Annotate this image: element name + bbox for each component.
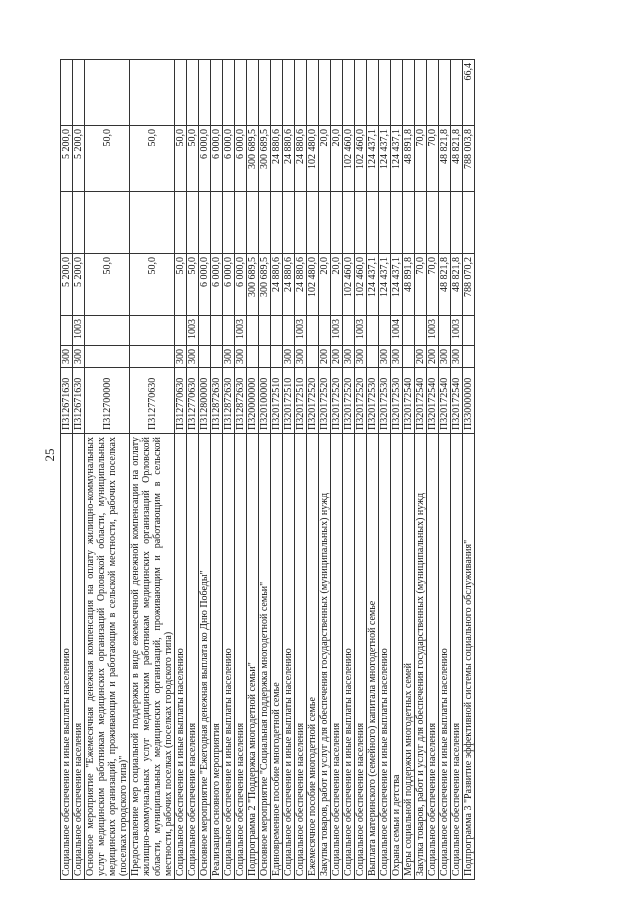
- row-expense-type-cell: [85, 346, 130, 368]
- row-code-cell: П320172520: [355, 368, 367, 434]
- row-code-cell: П320172530: [367, 368, 379, 434]
- row-amount-other-cell: [211, 60, 223, 126]
- row-amount-extra-cell: [439, 192, 451, 254]
- row-code-cell: П312770630: [130, 368, 175, 434]
- row-amount-other-cell: [307, 60, 319, 126]
- row-amount-extra-cell: [199, 192, 211, 254]
- row-name-cell: Социальное обеспечение и иные выплаты населению: [175, 434, 187, 880]
- row-amount-total-cell: 70,0: [427, 254, 439, 316]
- table-row: [283, 60, 295, 880]
- row-code-cell: П320172510: [295, 368, 307, 434]
- row-amount-total-cell: 24 880,6: [295, 254, 307, 316]
- row-amount-total-cell: 5 200,0: [73, 254, 85, 316]
- row-amount-main-cell: 70,0: [415, 126, 427, 192]
- row-code-cell: П320172540: [415, 368, 427, 434]
- row-code-cell: П312700000: [85, 368, 130, 434]
- table-row: [61, 60, 73, 880]
- row-expense-type-cell: [259, 346, 271, 368]
- row-amount-total-cell: 50,0: [130, 254, 175, 316]
- table-row: [130, 60, 175, 880]
- row-amount-extra-cell: [307, 192, 319, 254]
- row-expense-type-cell: [247, 346, 259, 368]
- row-amount-main-cell: 124 437,1: [391, 126, 403, 192]
- row-name-cell: Выплата материнского (семейного) капитала многодетной семье: [367, 434, 379, 880]
- row-amount-extra-cell: [391, 192, 403, 254]
- row-amount-extra-cell: [175, 192, 187, 254]
- row-expense-type-cell: 300: [283, 346, 295, 368]
- row-amount-other-cell: [451, 60, 463, 126]
- row-expense-type-cell: [271, 346, 283, 368]
- row-amount-main-cell: 788 003,8: [463, 126, 475, 192]
- row-name-cell: Основное мероприятие "Ежемесячная денежная компенсация на оплату жилищно-коммунальных услуг медицинским работникам медицинских организаций Орловской области, муниципальных медицинских организаций, проживающим и работающим в сельской местности, рабочих поселках (поселках городского типа)": [85, 434, 130, 880]
- row-amount-main-cell: 102 460,0: [355, 126, 367, 192]
- table-row: [211, 60, 223, 880]
- row-code-cell: П320172510: [283, 368, 295, 434]
- row-expense-type-cell: 300: [223, 346, 235, 368]
- row-amount-total-cell: 102 460,0: [343, 254, 355, 316]
- table-body: [61, 60, 475, 880]
- row-section-cell: 1004: [391, 316, 403, 346]
- row-amount-other-cell: [331, 60, 343, 126]
- row-amount-total-cell: 50,0: [187, 254, 199, 316]
- row-amount-main-cell: 50,0: [85, 126, 130, 192]
- row-code-cell: П320172520: [319, 368, 331, 434]
- row-code-cell: П312800000: [199, 368, 211, 434]
- row-name-cell: Социальное обеспечение и иные выплаты населению: [283, 434, 295, 880]
- row-amount-main-cell: 50,0: [175, 126, 187, 192]
- row-amount-main-cell: 102 480,0: [307, 126, 319, 192]
- row-section-cell: [439, 316, 451, 346]
- row-section-cell: [463, 316, 475, 346]
- page-number: 25: [42, 448, 57, 462]
- table-row: [295, 60, 307, 880]
- row-amount-total-cell: 788 070,2: [463, 254, 475, 316]
- row-code-cell: П320172520: [343, 368, 355, 434]
- row-amount-main-cell: 50,0: [187, 126, 199, 192]
- row-expense-type-cell: 300: [295, 346, 307, 368]
- row-name-cell: Социальное обеспечение населения: [295, 434, 307, 880]
- row-code-cell: П320172510: [271, 368, 283, 434]
- row-section-cell: 1003: [355, 316, 367, 346]
- table-row: [379, 60, 391, 880]
- row-amount-extra-cell: [427, 192, 439, 254]
- row-amount-other-cell: [403, 60, 415, 126]
- row-name-cell: Социальное обеспечение населения: [73, 434, 85, 880]
- row-amount-extra-cell: [283, 192, 295, 254]
- row-amount-total-cell: 6 000,0: [211, 254, 223, 316]
- row-expense-type-cell: 300: [343, 346, 355, 368]
- row-amount-total-cell: 20,0: [331, 254, 343, 316]
- row-expense-type-cell: 300: [175, 346, 187, 368]
- row-name-cell: Охрана семьи и детства: [391, 434, 403, 880]
- row-code-cell: П320000000: [247, 368, 259, 434]
- row-expense-type-cell: 300: [73, 346, 85, 368]
- row-code-cell: П320172540: [427, 368, 439, 434]
- row-amount-extra-cell: [343, 192, 355, 254]
- row-amount-total-cell: 20,0: [319, 254, 331, 316]
- row-amount-extra-cell: [331, 192, 343, 254]
- row-expense-type-cell: [130, 346, 175, 368]
- row-code-cell: П312770630: [175, 368, 187, 434]
- row-amount-main-cell: 6 000,0: [223, 126, 235, 192]
- row-amount-extra-cell: [319, 192, 331, 254]
- row-section-cell: [379, 316, 391, 346]
- row-amount-other-cell: [319, 60, 331, 126]
- row-name-cell: Закупка товаров, работ и услуг для обеспечения государственных (муниципальных) нужд: [415, 434, 427, 880]
- row-amount-total-cell: 24 880,6: [271, 254, 283, 316]
- row-section-cell: [85, 316, 130, 346]
- row-name-cell: Единовременное пособие многодетной семье: [271, 434, 283, 880]
- row-code-cell: П320172540: [403, 368, 415, 434]
- table-row: [439, 60, 451, 880]
- row-amount-extra-cell: [415, 192, 427, 254]
- row-name-cell: Социальное обеспечение населения: [235, 434, 247, 880]
- row-name-cell: Социальное обеспечение населения: [451, 434, 463, 880]
- row-amount-total-cell: 6 000,0: [235, 254, 247, 316]
- row-amount-total-cell: 6 000,0: [199, 254, 211, 316]
- table-row: [307, 60, 319, 880]
- row-amount-extra-cell: [211, 192, 223, 254]
- table-row: [199, 60, 211, 880]
- table-row: [403, 60, 415, 880]
- row-name-cell: Социальное обеспечение населения: [187, 434, 199, 880]
- row-amount-other-cell: [61, 60, 73, 126]
- table-row: [343, 60, 355, 880]
- row-code-cell: П312770630: [187, 368, 199, 434]
- row-section-cell: 1003: [235, 316, 247, 346]
- row-name-cell: Подпрограмма 3 "Развитие эффективной системы социального обслуживания": [463, 434, 475, 880]
- row-amount-extra-cell: [379, 192, 391, 254]
- row-code-cell: П312872630: [223, 368, 235, 434]
- row-section-cell: [175, 316, 187, 346]
- row-amount-other-cell: [85, 60, 130, 126]
- row-amount-other-cell: [223, 60, 235, 126]
- row-name-cell: Социальное обеспечение населения: [355, 434, 367, 880]
- row-section-cell: [319, 316, 331, 346]
- table-row: [319, 60, 331, 880]
- row-amount-extra-cell: [85, 192, 130, 254]
- row-amount-extra-cell: [355, 192, 367, 254]
- row-section-cell: 1003: [73, 316, 85, 346]
- table-row: [415, 60, 427, 880]
- table-row: [175, 60, 187, 880]
- table-row: [235, 60, 247, 880]
- row-name-cell: Социальное обеспечение и иные выплаты населению: [343, 434, 355, 880]
- row-code-cell: П312671630: [73, 368, 85, 434]
- row-amount-total-cell: 50,0: [85, 254, 130, 316]
- row-name-cell: Основное мероприятие "Ежегодная денежная выплата ко Дню Победы": [199, 434, 211, 880]
- row-amount-extra-cell: [130, 192, 175, 254]
- row-section-cell: [61, 316, 73, 346]
- table-row: [85, 60, 130, 880]
- row-amount-extra-cell: [61, 192, 73, 254]
- row-amount-total-cell: 48 891,8: [403, 254, 415, 316]
- row-amount-other-cell: [295, 60, 307, 126]
- row-expense-type-cell: 300: [439, 346, 451, 368]
- row-name-cell: Подпрограмма 2 "Поддержка многодетной семьи": [247, 434, 259, 880]
- row-amount-other-cell: 66,4: [463, 60, 475, 126]
- row-expense-type-cell: 300: [187, 346, 199, 368]
- table-row: [187, 60, 199, 880]
- row-amount-main-cell: 50,0: [130, 126, 175, 192]
- row-expense-type-cell: 300: [391, 346, 403, 368]
- row-amount-extra-cell: [463, 192, 475, 254]
- row-amount-total-cell: 48 821,8: [439, 254, 451, 316]
- row-amount-total-cell: 124 437,1: [379, 254, 391, 316]
- row-section-cell: [199, 316, 211, 346]
- row-amount-main-cell: 24 880,6: [271, 126, 283, 192]
- row-expense-type-cell: [463, 346, 475, 368]
- row-section-cell: [307, 316, 319, 346]
- row-amount-other-cell: [187, 60, 199, 126]
- row-amount-other-cell: [199, 60, 211, 126]
- table-row: [223, 60, 235, 880]
- row-amount-total-cell: 50,0: [175, 254, 187, 316]
- row-amount-other-cell: [73, 60, 85, 126]
- row-amount-extra-cell: [295, 192, 307, 254]
- row-amount-extra-cell: [403, 192, 415, 254]
- row-name-cell: Меры социальной поддержки многодетных семей: [403, 434, 415, 880]
- row-code-cell: П320172530: [391, 368, 403, 434]
- row-amount-main-cell: 124 437,1: [367, 126, 379, 192]
- row-amount-other-cell: [235, 60, 247, 126]
- table-row: [271, 60, 283, 880]
- table-row: [355, 60, 367, 880]
- row-expense-type-cell: [307, 346, 319, 368]
- row-section-cell: [415, 316, 427, 346]
- row-amount-other-cell: [271, 60, 283, 126]
- row-name-cell: Социальное обеспечение и иные выплаты населению: [439, 434, 451, 880]
- row-name-cell: Закупка товаров, работ и услуг для обеспечения государственных (муниципальных) нужд: [319, 434, 331, 880]
- row-amount-extra-cell: [73, 192, 85, 254]
- row-amount-extra-cell: [247, 192, 259, 254]
- rotated-table-container: [60, 60, 580, 880]
- row-expense-type-cell: 200: [331, 346, 343, 368]
- row-amount-extra-cell: [235, 192, 247, 254]
- row-amount-other-cell: [427, 60, 439, 126]
- row-amount-total-cell: 6 000,0: [223, 254, 235, 316]
- row-amount-extra-cell: [367, 192, 379, 254]
- table-row: [259, 60, 271, 880]
- row-section-cell: [211, 316, 223, 346]
- table-row: [367, 60, 379, 880]
- row-name-cell: Социальное обеспечение населения: [427, 434, 439, 880]
- row-amount-main-cell: 124 437,1: [379, 126, 391, 192]
- row-amount-other-cell: [259, 60, 271, 126]
- table-row: [451, 60, 463, 880]
- row-amount-other-cell: [175, 60, 187, 126]
- row-amount-other-cell: [415, 60, 427, 126]
- row-section-cell: 1003: [331, 316, 343, 346]
- row-amount-main-cell: 300 689,5: [247, 126, 259, 192]
- row-code-cell: П320172530: [379, 368, 391, 434]
- row-section-cell: 1003: [187, 316, 199, 346]
- row-amount-extra-cell: [223, 192, 235, 254]
- row-expense-type-cell: 300: [451, 346, 463, 368]
- row-section-cell: [283, 316, 295, 346]
- row-amount-total-cell: 300 689,5: [259, 254, 271, 316]
- row-name-cell: Основное мероприятие "Социальная поддержка многодетной семьи": [259, 434, 271, 880]
- row-amount-total-cell: 48 821,8: [451, 254, 463, 316]
- row-code-cell: П320100000: [259, 368, 271, 434]
- row-code-cell: П330000000: [463, 368, 475, 434]
- row-amount-main-cell: 20,0: [331, 126, 343, 192]
- row-amount-total-cell: 5 200,0: [61, 254, 73, 316]
- table-row: [247, 60, 259, 880]
- row-expense-type-cell: 300: [379, 346, 391, 368]
- row-section-cell: [259, 316, 271, 346]
- row-name-cell: Предоставление мер социальной поддержки в виде ежемесячной денежной компенсации на оплату жилищно-коммунальных услуг медицинским работникам медицинских организаций Орловской области, муниципальных медицинских организаций, проживающим и работающим в сельской местности, рабочих поселках (поселках городского типа): [130, 434, 175, 880]
- row-code-cell: П320172520: [307, 368, 319, 434]
- table-row: [73, 60, 85, 880]
- row-amount-main-cell: 20,0: [319, 126, 331, 192]
- row-section-cell: 1003: [427, 316, 439, 346]
- row-expense-type-cell: [367, 346, 379, 368]
- row-amount-other-cell: [367, 60, 379, 126]
- row-amount-main-cell: 102 460,0: [343, 126, 355, 192]
- row-amount-other-cell: [391, 60, 403, 126]
- row-amount-main-cell: 5 200,0: [73, 126, 85, 192]
- row-code-cell: П312671630: [61, 368, 73, 434]
- row-name-cell: Социальное обеспечение и иные выплаты населению: [379, 434, 391, 880]
- budget-table: [60, 59, 475, 880]
- row-name-cell: Социальное обеспечение населения: [331, 434, 343, 880]
- row-section-cell: [271, 316, 283, 346]
- row-amount-main-cell: 48 821,8: [439, 126, 451, 192]
- row-name-cell: Социальное обеспечение и иные выплаты населению: [61, 434, 73, 880]
- row-expense-type-cell: [211, 346, 223, 368]
- row-amount-other-cell: [379, 60, 391, 126]
- row-amount-main-cell: 24 880,6: [283, 126, 295, 192]
- table-row: [427, 60, 439, 880]
- row-expense-type-cell: 300: [355, 346, 367, 368]
- row-amount-extra-cell: [271, 192, 283, 254]
- row-amount-total-cell: 102 480,0: [307, 254, 319, 316]
- row-section-cell: [343, 316, 355, 346]
- row-expense-type-cell: 200: [427, 346, 439, 368]
- row-amount-main-cell: 24 880,6: [295, 126, 307, 192]
- row-amount-other-cell: [283, 60, 295, 126]
- row-amount-total-cell: 300 689,5: [247, 254, 259, 316]
- row-amount-total-cell: 70,0: [415, 254, 427, 316]
- row-amount-other-cell: [439, 60, 451, 126]
- table-row: [391, 60, 403, 880]
- row-code-cell: П312872630: [235, 368, 247, 434]
- row-amount-main-cell: 300 689,5: [259, 126, 271, 192]
- row-name-cell: Реализация основного мероприятия: [211, 434, 223, 880]
- row-amount-total-cell: 24 880,6: [283, 254, 295, 316]
- row-section-cell: [247, 316, 259, 346]
- row-code-cell: П320172520: [331, 368, 343, 434]
- row-amount-total-cell: 102 460,0: [355, 254, 367, 316]
- row-amount-main-cell: 48 821,8: [451, 126, 463, 192]
- table-row: [463, 60, 475, 880]
- row-code-cell: П312872630: [211, 368, 223, 434]
- row-amount-other-cell: [130, 60, 175, 126]
- row-amount-extra-cell: [259, 192, 271, 254]
- row-expense-type-cell: [403, 346, 415, 368]
- row-amount-extra-cell: [451, 192, 463, 254]
- row-amount-main-cell: 6 000,0: [199, 126, 211, 192]
- row-amount-other-cell: [247, 60, 259, 126]
- row-amount-total-cell: 124 437,1: [367, 254, 379, 316]
- row-amount-main-cell: 70,0: [427, 126, 439, 192]
- row-name-cell: Социальное обеспечение и иные выплаты населению: [223, 434, 235, 880]
- row-expense-type-cell: 200: [415, 346, 427, 368]
- row-section-cell: 1003: [451, 316, 463, 346]
- row-section-cell: [403, 316, 415, 346]
- row-code-cell: П320172540: [439, 368, 451, 434]
- row-expense-type-cell: [199, 346, 211, 368]
- row-expense-type-cell: 300: [235, 346, 247, 368]
- row-expense-type-cell: 300: [61, 346, 73, 368]
- row-expense-type-cell: 200: [319, 346, 331, 368]
- row-amount-main-cell: 6 000,0: [235, 126, 247, 192]
- row-amount-other-cell: [343, 60, 355, 126]
- row-amount-other-cell: [355, 60, 367, 126]
- row-section-cell: [367, 316, 379, 346]
- row-amount-main-cell: 48 891,8: [403, 126, 415, 192]
- row-section-cell: [130, 316, 175, 346]
- row-amount-main-cell: 5 200,0: [61, 126, 73, 192]
- row-amount-main-cell: 6 000,0: [211, 126, 223, 192]
- row-name-cell: Ежемесячное пособие многодетной семье: [307, 434, 319, 880]
- row-section-cell: 1003: [295, 316, 307, 346]
- row-amount-total-cell: 124 437,1: [391, 254, 403, 316]
- table-row: [331, 60, 343, 880]
- row-code-cell: П320172540: [451, 368, 463, 434]
- row-amount-extra-cell: [187, 192, 199, 254]
- row-section-cell: [223, 316, 235, 346]
